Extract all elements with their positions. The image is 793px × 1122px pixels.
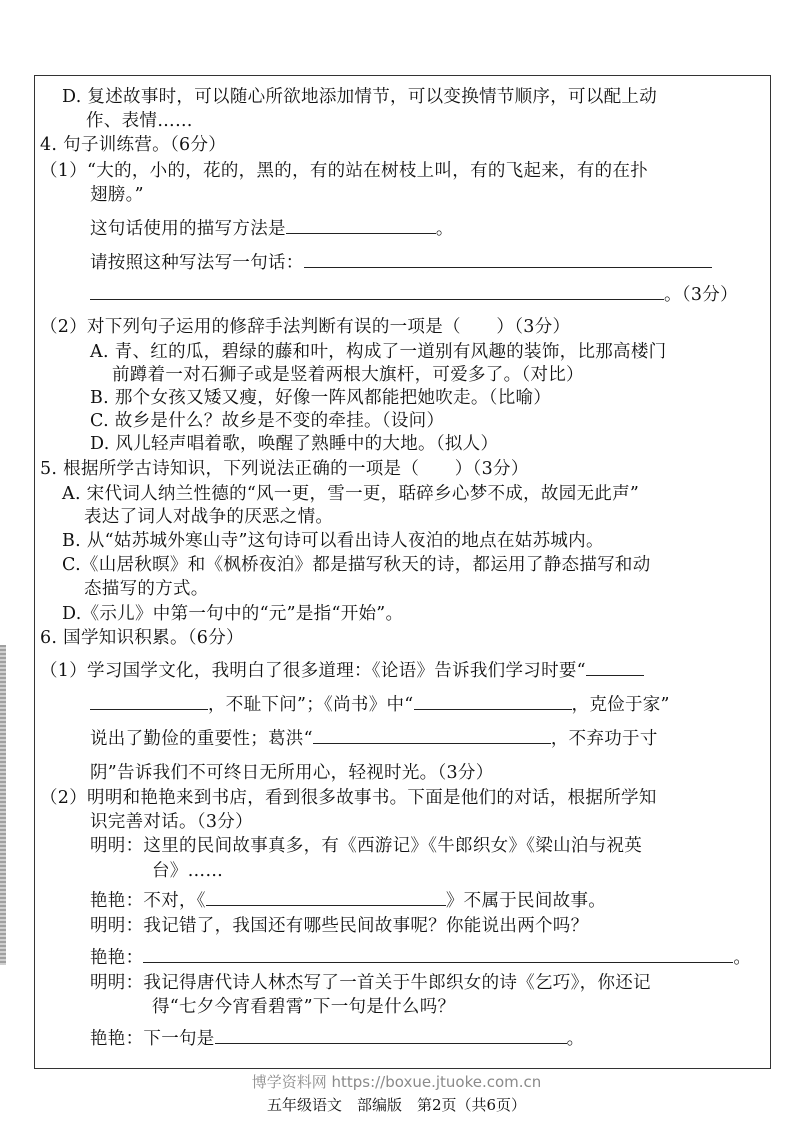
dialogue-yy3-a: 下一句是	[143, 1029, 215, 1049]
q4-p2-option-a2: 前蹲着一对石狮子或是竖着两根大旗杆，可爱多了。（对比）	[112, 365, 584, 385]
speaker-yanyan: 艳艳：	[90, 891, 144, 911]
dialogue-yy3-end: 。	[566, 1029, 585, 1049]
q5-option-b: B. 从“姑苏城外寒山寺”这句诗可以看出诗人夜泊的地点在姑苏城内。	[62, 531, 604, 551]
q4-write-prompt: 请按照这种写法写一句话：	[90, 253, 304, 273]
q6-gehong-blank[interactable]	[313, 729, 551, 744]
q6-p1-line3-a: 说出了勤俭的重要性；葛洪“	[90, 729, 313, 749]
q4-p2-option-d: D. 风儿轻声唱着歌，唤醒了熟睡中的大地。（拟人）	[90, 434, 499, 454]
dialogue-mm1-line1: 这里的民间故事真多，有《西游记》《牛郎织女》《梁山泊与祝英	[143, 836, 643, 856]
dialogue-mm3	[90, 972, 651, 994]
q6-p2-line1: （2）明明和艳艳来到书店，看到很多故事书。下面是他们的对话，根据所学知	[40, 788, 657, 808]
q4-write-blank-1[interactable]	[304, 253, 712, 268]
dialogue-yy1	[90, 890, 606, 912]
q6-shangshu-blank[interactable]	[414, 695, 572, 710]
q4-write-row	[90, 252, 712, 274]
q6-p1-line2-a: ，不耻下问”；《尚书》中“	[208, 695, 414, 715]
speaker-mingming: 明明：	[90, 836, 144, 856]
q6-p1-line3-b: ，不弃功于寸	[550, 729, 658, 749]
speaker-mingming: 明明：	[90, 916, 144, 936]
q5-question: 5. 根据所学古诗知识，下列说法正确的一项是（ ）（3分）	[40, 459, 529, 479]
q4-p1-line2: 翅膀。”	[90, 185, 144, 205]
q6-p1-line1: （1）学习国学文化，我明白了很多道理：《论语》告诉我们学习时要“	[40, 661, 586, 681]
q4-p2-question: （2）对下列句子运用的修辞手法判断有误的一项是（ ）（3分）	[40, 317, 571, 337]
q4-method-row	[90, 218, 454, 240]
q6-p1-line2-row	[90, 694, 670, 716]
q4-method-prompt: 这句话使用的描写方法是	[90, 219, 286, 239]
q4-write-blank-2[interactable]	[90, 285, 664, 300]
poem-next-line-blank[interactable]	[215, 1029, 567, 1044]
watermark: 博学资料网 https://boxue.jtuoke.com.cn	[251, 1073, 542, 1091]
dialogue-mm1	[90, 835, 642, 857]
q6-p1-line3-row	[90, 728, 658, 750]
q4-write-end: 。（3分）	[664, 285, 738, 305]
q5-option-c1: C.《山居秋暝》和《枫桥夜泊》都是描写秋天的诗，都运用了静态描写和动	[62, 555, 651, 575]
dialogue-mm2	[90, 915, 588, 937]
q4-title: 4. 句子训练营。（6分）	[40, 135, 227, 155]
q6-p1-line1-row	[40, 660, 644, 682]
q5-option-c2: 态描写的方式。	[84, 579, 209, 599]
speaker-yanyan: 艳艳：	[90, 1029, 144, 1049]
q4-method-end: 。	[435, 219, 454, 239]
q3-option-d-line1: D. 复述故事时，可以随心所欲地添加情节，可以变换情节顺序，可以配上动	[62, 87, 658, 107]
dialogue-yy1-b: 》不属于民间故事。	[445, 891, 607, 911]
dialogue-mm2-text: 我记错了，我国还有哪些民间故事呢？你能说出两个吗？	[143, 916, 589, 936]
speaker-mingming: 明明：	[90, 973, 144, 993]
q4-p2-option-b: B. 那个女孩又矮又瘦，好像一阵风都能把她吹走。（比喻）	[90, 388, 552, 408]
q4-write-row-2	[90, 284, 738, 306]
dialogue-yy3	[90, 1028, 584, 1050]
q6-p2-line2: 识完善对话。（3分）	[90, 812, 253, 832]
q3-option-d-line2: 作、表情……	[86, 111, 193, 131]
q4-p1-line1: （1）“大的，小的，花的，黑的，有的站在树枝上叫，有的飞起来，有的在扑	[40, 161, 649, 181]
q6-lunyu-blank-b[interactable]	[90, 695, 208, 710]
q4-method-blank[interactable]	[286, 219, 436, 234]
q6-title: 6. 国学知识积累。（6分）	[40, 628, 244, 648]
dialogue-mm3-line1: 我记得唐代诗人林杰写了一首关于牛郎织女的诗《乞巧》，你还记	[143, 973, 651, 993]
q5-option-d: D.《示儿》中第一句中的“元”是指“开始”。	[62, 604, 404, 624]
q4-p2-option-a1: A. 青、红的瓜，碧绿的藤和叶，构成了一道别有风趣的装饰，比那高楼门	[90, 342, 667, 362]
q6-lunyu-blank-a[interactable]	[586, 661, 644, 676]
page-footer: 五年级语文 部编版 第2页（共6页）	[266, 1096, 527, 1114]
speaker-yanyan: 艳艳：	[90, 948, 144, 968]
dialogue-mm3-line2: 得“七夕今宵看碧霄”下一句是什么吗？	[152, 997, 456, 1017]
not-folk-story-blank[interactable]	[206, 891, 446, 906]
dialogue-yy1-a: 不对，《	[143, 891, 206, 911]
folk-stories-blank[interactable]	[143, 948, 733, 963]
q5-option-a2: 表达了词人对战争的厌恶之情。	[84, 507, 334, 527]
dialogue-yy2-end: 。	[733, 948, 752, 968]
q6-p1-line4: 阴”告诉我们不可终日无所用心，轻视时光。（3分）	[90, 763, 494, 783]
scan-edge-artifact	[0, 645, 6, 965]
dialogue-yy2	[90, 947, 751, 969]
q6-p1-line2-b: ，克俭于家”	[571, 695, 670, 715]
q5-option-a1: A. 宋代词人纳兰性德的“风一更，雪一更，聒碎乡心梦不成，故园无此声”	[62, 484, 640, 504]
q4-p2-option-c: C. 故乡是什么？故乡是不变的牵挂。（设问）	[90, 411, 445, 431]
dialogue-mm1-line2: 台》……	[152, 861, 224, 881]
